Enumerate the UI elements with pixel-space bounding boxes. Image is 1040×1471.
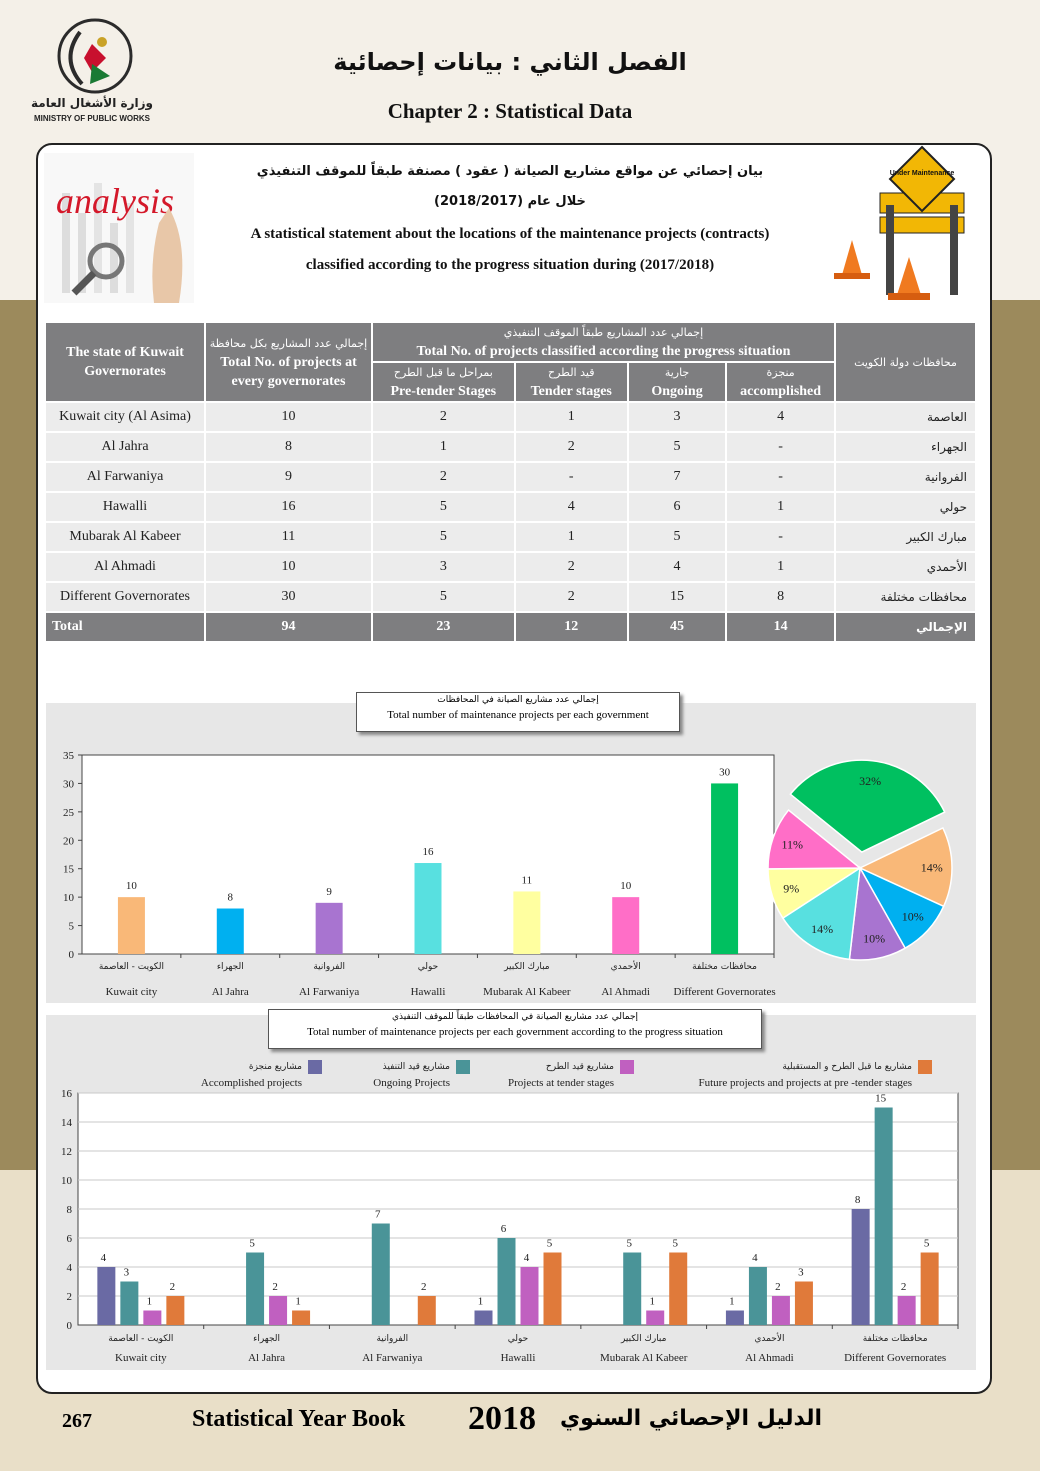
cell-pre-tender: 1 [373, 433, 514, 461]
cell-total-label-en: Total [46, 613, 204, 641]
bar [711, 783, 738, 954]
cell-total: 30 [206, 583, 371, 611]
legend-label: Accomplished projects [200, 1077, 302, 1089]
cell-pre-tender: 3 [373, 553, 514, 581]
cell-tender: 1 [516, 523, 627, 551]
data-label: 7 [375, 1208, 381, 1221]
cell-governorate-en: Al Jahra [46, 433, 204, 461]
y-tick-label: 5 [68, 920, 74, 933]
legend-label-arabic: مشاريع منجزة [248, 1062, 302, 1072]
bar [852, 1209, 870, 1325]
cell-total: 10 [206, 553, 371, 581]
cell-total-label-ar: الإجمالي [836, 613, 975, 641]
data-label: 1 [477, 1295, 484, 1308]
data-label: 2 [775, 1281, 781, 1293]
data-label: 10 [620, 880, 632, 893]
cell-governorate-en: Hawalli [46, 493, 204, 521]
bar [921, 1253, 939, 1326]
pie-label: 32% [859, 773, 882, 788]
cell-accomplished: 1 [727, 553, 834, 581]
y-tick-label: 16 [61, 1088, 72, 1100]
footer-year: 2018 [468, 1400, 536, 1437]
cell-governorate-ar: العاصمة [836, 403, 975, 431]
header-progress-group [373, 323, 834, 361]
data-label: 8 [854, 1194, 861, 1206]
bar [726, 1311, 744, 1326]
bar [513, 891, 540, 954]
table-row [46, 583, 975, 611]
pie-label: 11% [781, 837, 804, 852]
chart-progress-bar [46, 1015, 976, 1370]
data-label: 1 [649, 1295, 655, 1308]
x-tick-label-arabic: محافظات مختلفة [692, 962, 757, 972]
ministry-name-english: MINISTRY OF PUBLIC WORKS [34, 114, 150, 123]
bar [544, 1253, 562, 1326]
chart-progress-title [268, 1009, 762, 1049]
cell-total: 16 [206, 493, 371, 521]
data-label: 30 [719, 766, 731, 779]
bar [669, 1253, 687, 1326]
under-maintenance-sign-text: Under Maintenance [889, 170, 955, 177]
bar [623, 1253, 641, 1326]
y-tick-label: 0 [68, 949, 74, 961]
cell-accomplished: - [727, 433, 834, 461]
header-tender: قيد الطرح Tender stages [516, 363, 627, 401]
data-label: 11 [521, 874, 533, 887]
y-tick-label: 6 [66, 1233, 72, 1245]
chart-totals-title-arabic: إجمالي عدد مشاريع الصيانة في المحافظات [437, 695, 599, 705]
cell-pre-tender: 5 [373, 493, 514, 521]
header-progress-group-english: Total No. of projects classified according the progress situation [416, 344, 791, 359]
data-label: 5 [249, 1237, 255, 1250]
intro-line-english-2: classified according to the progress situation during (2017/2018) [305, 257, 715, 273]
cell-accomplished: 14 [727, 613, 834, 641]
cell-total: 9 [206, 463, 371, 491]
table-row [46, 433, 975, 461]
data-label: 15 [875, 1092, 887, 1105]
header-governorates-arabic: محافظات دولة الكويت [836, 323, 975, 401]
y-tick-label: 15 [63, 863, 74, 876]
legend-label-arabic: مشاريع قيد التنفيذ [382, 1062, 450, 1072]
cell-governorate-en: Kuwait city (Al Asima) [46, 403, 204, 431]
page-number: 267 [62, 1410, 92, 1432]
cell-pre-tender: 23 [373, 613, 514, 641]
cell-ongoing: 6 [629, 493, 725, 521]
under-maintenance-illustration [822, 145, 982, 303]
cell-tender: 2 [516, 583, 627, 611]
x-tick-label-arabic: الفروانية [376, 1334, 409, 1344]
cell-accomplished: 4 [727, 403, 834, 431]
x-tick-label: Al Jahra [248, 1352, 286, 1364]
cell-governorate-ar: محافظات مختلفة [836, 583, 975, 611]
cell-governorate-en: Mubarak Al Kabeer [46, 523, 204, 551]
cell-ongoing: 15 [629, 583, 725, 611]
cell-total: 11 [206, 523, 371, 551]
y-tick-label: 30 [63, 778, 74, 791]
x-tick-label: Mubarak Al Kabeer [600, 1352, 688, 1364]
y-tick-label: 20 [63, 835, 74, 848]
cell-ongoing: 5 [629, 433, 725, 461]
table-row [46, 493, 975, 521]
x-tick-label-arabic: الأحمدي [754, 1334, 785, 1344]
intro-line-english-1: A statistical statement about the locations of the maintenance projects (contracts) [250, 226, 770, 242]
x-tick-label: Kuwait city [105, 986, 158, 998]
data-label: 16 [422, 846, 434, 859]
bar [292, 1311, 310, 1326]
cell-tender: 12 [516, 613, 627, 641]
bar [246, 1253, 264, 1326]
footer-book-title-arabic: الدليل الإحصائي السنوي [560, 1406, 823, 1431]
bar [217, 909, 244, 954]
cell-governorate-en: Al Ahmadi [46, 553, 204, 581]
cell-ongoing: 45 [629, 613, 725, 641]
table-row [46, 523, 975, 551]
intro-line-arabic-2: خلال عام (2018/2017) [434, 194, 586, 209]
bar [521, 1267, 539, 1325]
table-row [46, 403, 975, 431]
y-tick-label: 25 [63, 806, 74, 819]
cell-total: 10 [206, 403, 371, 431]
legend-swatch [620, 1060, 634, 1074]
pie-label: 14% [811, 921, 834, 936]
legend-label: Future projects and projects at pre -tender stages [698, 1077, 912, 1089]
intro-line-arabic-1: بيان إحصائي عن مواقع مشاريع الصيانة ( عقود ) مصنفة طبقاً للموقف التنفيذي [256, 164, 764, 179]
legend-label: Projects at tender stages [508, 1077, 614, 1089]
data-label: 9 [326, 885, 332, 898]
bar [143, 1311, 161, 1326]
chart-totals-pie [750, 735, 976, 970]
legend-label-arabic: مشاريع ما قبل الطرح و المستقبلية [782, 1062, 912, 1072]
data-label: 3 [123, 1266, 130, 1279]
cell-accomplished: - [727, 523, 834, 551]
chapter-title-arabic: الفصل الثاني : بيانات إحصائية [333, 48, 687, 76]
cell-governorate-en: Different Governorates [46, 583, 204, 611]
x-tick-label-arabic: الفروانية [313, 962, 345, 972]
y-tick-label: 35 [63, 750, 74, 762]
cell-tender: 2 [516, 433, 627, 461]
x-tick-label: Hawalli [500, 1352, 536, 1364]
data-label: 1 [295, 1295, 301, 1308]
x-tick-label: Al Ahmadi [745, 1352, 794, 1364]
cell-governorate-ar: حولي [836, 493, 975, 521]
x-tick-label-arabic: الكويت - العاصمة [98, 962, 165, 972]
analysis-illustration [44, 153, 194, 303]
header-ongoing: جارية Ongoing [629, 363, 725, 401]
bar [498, 1238, 516, 1325]
x-tick-label-arabic: مبارك الكبير [504, 962, 550, 972]
bar [772, 1296, 790, 1325]
header-pre-tender: بمراحل ما قبل الطرح Pre-tender Stages [373, 363, 514, 401]
x-tick-label-arabic: الجهراء [216, 962, 244, 972]
cell-accomplished: 8 [727, 583, 834, 611]
table-total-row [46, 613, 975, 641]
bar [875, 1108, 893, 1326]
x-tick-label: Al Farwaniya [362, 1352, 423, 1364]
footer-book-title-english: Statistical Year Book [192, 1406, 406, 1432]
x-tick-label-arabic: الجهراء [253, 1334, 281, 1344]
table-row [46, 463, 975, 491]
ministry-name-arabic: وزارة الأشغال العامة [31, 96, 153, 110]
x-tick-label-arabic: الكويت - العاصمة [108, 1334, 174, 1344]
cell-governorate-ar: الجهراء [836, 433, 975, 461]
statistics-table [44, 321, 977, 643]
data-label: 2 [900, 1281, 907, 1293]
data-label: 1 [729, 1295, 735, 1308]
header-state-en: The state of Kuwait Governorates [46, 323, 204, 401]
bar [475, 1311, 493, 1326]
cell-total: 8 [206, 433, 371, 461]
legend-swatch [308, 1060, 322, 1074]
bar [749, 1267, 767, 1325]
data-label: 5 [672, 1237, 678, 1250]
cell-tender: 1 [516, 403, 627, 431]
x-tick-label: Al Jahra [211, 986, 249, 998]
x-tick-label: Mubarak Al Kabeer [483, 986, 571, 998]
bar [418, 1296, 436, 1325]
legend-swatch [456, 1060, 470, 1074]
cell-governorate-ar: الفروانية [836, 463, 975, 491]
chapter-title-english: Chapter 2 : Statistical Data [387, 99, 633, 123]
bar [898, 1296, 916, 1325]
cell-ongoing: 3 [629, 403, 725, 431]
cell-pre-tender: 2 [373, 463, 514, 491]
header-accomplished: منجزة accomplished [727, 363, 834, 401]
ministry-logo [20, 14, 170, 129]
data-label: 4 [523, 1252, 530, 1264]
x-tick-label-arabic: مبارك الكبير [620, 1334, 667, 1344]
bar [316, 903, 343, 954]
x-tick-label-arabic: حولي [417, 962, 439, 972]
cell-ongoing: 5 [629, 523, 725, 551]
y-tick-label: 12 [61, 1146, 72, 1158]
chart-progress-title-arabic: إجمالي عدد مشاريع الصيانة في المحافظات طبقاً للموقف التنفيذي [391, 1012, 639, 1022]
y-tick-label: 10 [63, 892, 74, 905]
bar [415, 863, 442, 954]
bar [166, 1296, 184, 1325]
y-tick-label: 0 [66, 1320, 72, 1332]
pie-label: 10% [863, 931, 886, 946]
cell-accomplished: - [727, 463, 834, 491]
bar [120, 1282, 138, 1326]
y-tick-label: 14 [61, 1117, 72, 1129]
data-label: 6 [500, 1223, 507, 1235]
data-label: 2 [421, 1281, 427, 1293]
x-tick-label: Kuwait city [115, 1352, 167, 1364]
x-tick-label: Al Ahmadi [601, 986, 651, 998]
bar [795, 1282, 813, 1326]
pie-label: 9% [783, 881, 800, 896]
chart-progress-title-english: Total number of maintenance projects per each government according to the progress situation [307, 1026, 723, 1038]
data-label: 5 [546, 1237, 553, 1250]
data-label: 4 [752, 1252, 758, 1264]
data-label: 2 [272, 1281, 278, 1293]
chart-totals-title [356, 692, 680, 732]
table-row [46, 553, 975, 581]
x-tick-label: Al Farwaniya [299, 986, 360, 998]
chart-totals-title-english: Total number of maintenance projects per each government [387, 709, 649, 721]
data-label: 3 [798, 1266, 804, 1279]
cell-tender: 4 [516, 493, 627, 521]
data-label: 1 [146, 1295, 153, 1308]
cell-ongoing: 7 [629, 463, 725, 491]
legend-label-arabic: مشاريع قيد الطرح [545, 1062, 614, 1072]
data-label: 5 [626, 1237, 632, 1250]
header-total-english: Total No. of projects at every governorates [220, 354, 357, 389]
cell-governorate-ar: الأحمدي [836, 553, 975, 581]
header-total-arabic: إجمالي عدد المشاريع بكل محافظة [209, 336, 368, 350]
x-tick-label: Different Governorates [673, 986, 776, 998]
header-total [206, 323, 371, 401]
bar [118, 897, 145, 954]
bar [372, 1224, 390, 1326]
cell-governorate-ar: مبارك الكبير [836, 523, 975, 551]
x-tick-label: Different Governorates [844, 1352, 947, 1364]
data-label: 4 [100, 1252, 107, 1264]
cell-pre-tender: 5 [373, 523, 514, 551]
data-label: 5 [923, 1237, 930, 1250]
data-label: 10 [125, 880, 137, 893]
cell-tender: - [516, 463, 627, 491]
cell-pre-tender: 5 [373, 583, 514, 611]
y-tick-label: 10 [61, 1175, 72, 1187]
bar [612, 897, 639, 954]
bar [269, 1296, 287, 1325]
analysis-word: analysis [56, 181, 175, 221]
y-tick-label: 8 [66, 1204, 72, 1216]
cell-pre-tender: 2 [373, 403, 514, 431]
data-label: 2 [169, 1281, 176, 1293]
pie-label: 10% [901, 909, 924, 924]
cell-governorate-en: Al Farwaniya [46, 463, 204, 491]
x-tick-label-arabic: الأحمدي [610, 962, 641, 972]
y-tick-label: 2 [66, 1291, 72, 1303]
bar [646, 1311, 664, 1326]
cell-tender: 2 [516, 553, 627, 581]
legend-label: Ongoing Projects [373, 1077, 450, 1089]
legend-swatch [918, 1060, 932, 1074]
cell-ongoing: 4 [629, 553, 725, 581]
cell-accomplished: 1 [727, 493, 834, 521]
bar [97, 1267, 115, 1325]
pie-label: 14% [920, 860, 943, 875]
cell-total: 94 [206, 613, 371, 641]
header-progress-group-arabic: إجمالي عدد المشاريع طبقاً الموقف التنفيذي [503, 326, 704, 339]
y-tick-label: 4 [66, 1262, 72, 1274]
x-tick-label-arabic: محافظات مختلفة [862, 1334, 928, 1344]
x-tick-label-arabic: حولي [507, 1334, 529, 1344]
data-label: 8 [227, 891, 234, 904]
x-tick-label: Hawalli [410, 986, 446, 998]
